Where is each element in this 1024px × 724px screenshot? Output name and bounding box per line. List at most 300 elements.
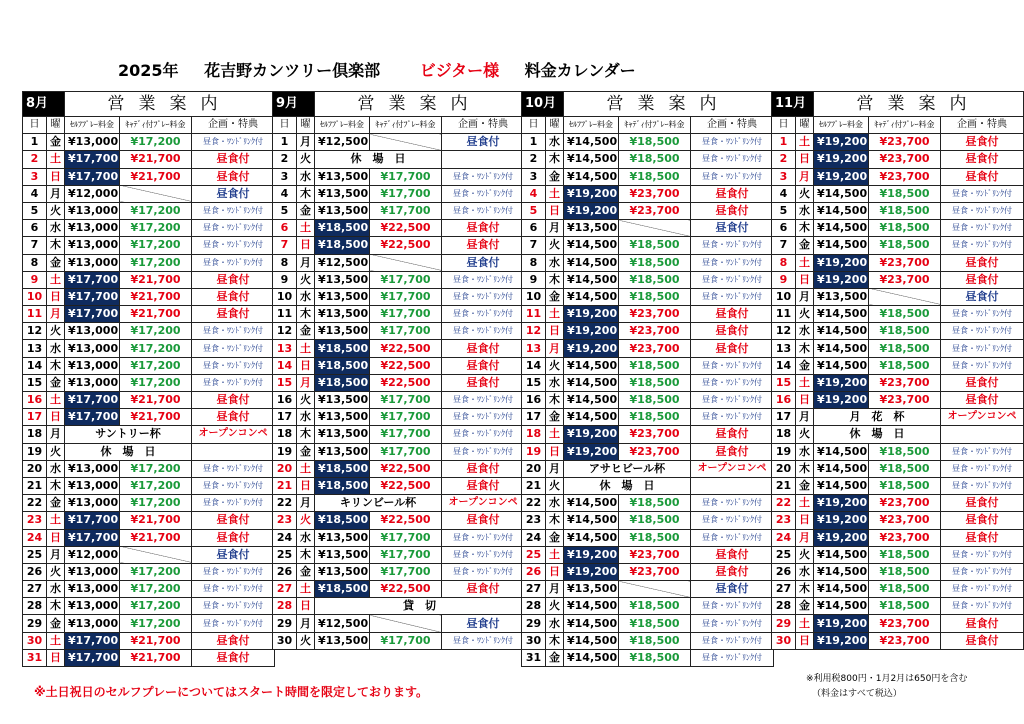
caddie-play-fee: ¥17,200 [120,237,192,254]
extras: 昼食・ﾜﾝﾄﾞﾘﾝｸ付 [941,237,1024,254]
calendar-row [772,306,1024,323]
event-name: 月 花 杯 [814,409,941,426]
caddie-play-fee: ¥21,700 [120,168,192,185]
weekday: 月 [546,581,564,598]
calendar-row [273,563,525,580]
self-play-fee: ¥19,200 [814,168,869,185]
self-play-fee: ¥18,500 [315,237,370,254]
day-number: 31 [522,649,546,666]
calendar-row [23,323,275,340]
extras: 昼食付 [691,185,774,202]
month-table-4 [771,91,1024,650]
day-number: 28 [23,598,47,615]
day-number: 28 [522,598,546,615]
extras: 昼食付 [691,340,774,357]
caddie-play-fee: ¥17,700 [370,288,442,305]
day-number: 13 [772,340,796,357]
calendar-row [522,392,774,409]
weekday: 水 [47,220,65,237]
day-number: 12 [273,323,297,340]
extras: 昼食付 [442,220,525,237]
extras: 昼食・ﾜﾝﾄﾞﾘﾝｸ付 [442,306,525,323]
calendar-row [522,168,774,185]
extras: 昼食付 [442,134,525,151]
caddie-play-fee: ¥23,700 [619,426,691,443]
self-play-fee: ¥19,200 [814,632,869,649]
self-play-fee: ¥19,200 [814,529,869,546]
caddie-play-fee: ¥17,700 [370,529,442,546]
self-play-fee: ¥19,200 [564,185,619,202]
day-number: 18 [23,426,47,443]
day-number: 17 [273,409,297,426]
weekday: 水 [796,563,814,580]
caddie-play-fee: ¥18,500 [869,443,941,460]
day-number: 15 [273,374,297,391]
header-weekday: 曜 [47,117,65,134]
weekday: 金 [297,202,315,219]
weekday: 水 [546,374,564,391]
weekday: 金 [796,598,814,615]
extras [691,477,774,494]
weekday: 水 [546,254,564,271]
calendar-row [522,409,774,426]
caddie-play-fee: ¥21,700 [120,632,192,649]
day-number: 2 [273,151,297,168]
caddie-play-fee: ¥18,500 [619,254,691,271]
day-number: 5 [23,202,47,219]
extras: 昼食付 [192,185,275,202]
self-play-fee: ¥14,500 [564,134,619,151]
day-number: 29 [522,615,546,632]
caddie-play-fee: ¥18,500 [619,529,691,546]
self-play-fee: ¥19,200 [814,495,869,512]
caddie-play-fee: ¥22,500 [370,340,442,357]
weekday: 日 [796,151,814,168]
weekday: 月 [546,220,564,237]
weekday: 日 [546,202,564,219]
calendar-row [522,581,774,598]
caddie-play-fee: ¥22,500 [370,220,442,237]
calendar-row [772,392,1024,409]
day-number: 12 [23,323,47,340]
day-number: 17 [522,409,546,426]
extras: 昼食付 [691,546,774,563]
caddie-play-fee: ¥23,700 [869,134,941,151]
calendar-row [772,529,1024,546]
caddie-play-fee: ¥17,200 [120,220,192,237]
day-number: 21 [23,477,47,494]
caddie-play-fee: ¥23,700 [619,340,691,357]
self-play-fee: ¥12,000 [65,185,120,202]
event-name: 休 場 日 [65,443,192,460]
calendar-row [772,460,1024,477]
self-play-fee: ¥13,500 [315,323,370,340]
caddie-play-fee [370,615,442,632]
caddie-play-fee: ¥21,700 [120,529,192,546]
self-play-fee: ¥14,500 [814,477,869,494]
day-number: 6 [772,220,796,237]
weekday: 金 [546,649,564,666]
day-number: 23 [772,512,796,529]
caddie-play-fee: ¥17,200 [120,495,192,512]
day-number: 19 [23,443,47,460]
extras: 昼食・ﾜﾝﾄﾞﾘﾝｸ付 [941,546,1024,563]
self-play-fee: ¥14,500 [814,185,869,202]
calendar-row [522,254,774,271]
day-number: 2 [772,151,796,168]
calendar-row [522,340,774,357]
day-number: 28 [273,598,297,615]
self-play-fee: ¥17,700 [65,392,120,409]
weekday: 日 [546,443,564,460]
weekday: 土 [546,426,564,443]
weekday: 月 [546,340,564,357]
calendar-row [772,409,1024,426]
extras: 昼食付 [192,288,275,305]
extras: 昼食・ﾜﾝﾄﾞﾘﾝｸ付 [941,220,1024,237]
header-caddie-play-fee: ｷｬﾃﾞｨ付ﾌﾟﾚｰ料金 [120,117,192,134]
extras: 昼食・ﾜﾝﾄﾞﾘﾝｸ付 [691,495,774,512]
day-number: 20 [273,460,297,477]
calendar-row [273,615,525,632]
extras: 昼食付 [691,563,774,580]
calendar-row [23,340,275,357]
weekday: 土 [796,254,814,271]
calendar-row [772,288,1024,305]
day-number: 14 [772,357,796,374]
day-number: 3 [273,168,297,185]
calendar-row [273,185,525,202]
self-play-fee: ¥19,200 [814,374,869,391]
calendar-row [23,288,275,305]
caddie-play-fee: ¥18,500 [619,288,691,305]
extras: 昼食・ﾜﾝﾄﾞﾘﾝｸ付 [442,392,525,409]
caddie-play-fee [370,134,442,151]
extras: 昼食付 [941,392,1024,409]
self-play-fee: ¥13,500 [315,271,370,288]
caddie-play-fee: ¥23,700 [869,151,941,168]
footer-note: ※土日祝日のセルフプレーについてはスタート時間を限定しております。 [34,685,428,699]
weekday: 日 [47,168,65,185]
extras: 昼食・ﾜﾝﾄﾞﾘﾝｸ付 [192,202,275,219]
self-play-fee: ¥14,500 [814,598,869,615]
calendar-row [522,529,774,546]
caddie-play-fee: ¥23,700 [619,323,691,340]
caddie-play-fee: ¥18,500 [619,357,691,374]
day-number: 6 [522,220,546,237]
day-number: 19 [772,443,796,460]
day-number: 20 [23,460,47,477]
extras: 昼食・ﾜﾝﾄﾞﾘﾝｸ付 [691,598,774,615]
weekday: 日 [47,529,65,546]
weekday: 土 [47,151,65,168]
weekday: 木 [546,271,564,288]
day-number: 18 [522,426,546,443]
weekday: 水 [796,323,814,340]
weekday: 火 [47,202,65,219]
self-play-fee: ¥14,500 [564,237,619,254]
self-play-fee: ¥14,500 [814,443,869,460]
caddie-play-fee: ¥17,200 [120,357,192,374]
extras: 昼食・ﾜﾝﾄﾞﾘﾝｸ付 [941,460,1024,477]
weekday: 土 [796,615,814,632]
calendar-row [772,271,1024,288]
weekday: 水 [297,409,315,426]
day-number: 22 [522,495,546,512]
caddie-play-fee: ¥23,700 [619,546,691,563]
weekday: 土 [297,581,315,598]
caddie-play-fee: ¥17,200 [120,134,192,151]
weekday: 土 [297,340,315,357]
self-play-fee: ¥12,500 [315,134,370,151]
weekday: 水 [546,495,564,512]
calendar-row [522,357,774,374]
event-name: アサヒビール杯 [564,460,691,477]
day-number: 10 [23,288,47,305]
calendar-row [522,632,774,649]
extras: 昼食付 [941,288,1024,305]
extras: 昼食・ﾜﾝﾄﾞﾘﾝｸ付 [442,168,525,185]
day-number: 25 [522,546,546,563]
extras: 昼食付 [442,340,525,357]
calendar-row [23,649,275,666]
self-play-fee: ¥13,000 [65,134,120,151]
event-name: サントリー杯 [65,426,192,443]
extras: 昼食付 [192,512,275,529]
title-year: 2025年 [118,61,179,80]
calendar-row [23,495,275,512]
extras: 昼食・ﾜﾝﾄﾞﾘﾝｸ付 [691,409,774,426]
caddie-play-fee: ¥23,700 [869,271,941,288]
calendar-row [772,443,1024,460]
header-extras: 企画・特典 [192,117,275,134]
self-play-fee: ¥12,500 [315,615,370,632]
caddie-play-fee: ¥17,200 [120,254,192,271]
extras: 昼食付 [192,529,275,546]
extras: 昼食・ﾜﾝﾄﾞﾘﾝｸ付 [691,649,774,666]
extras: 昼食付 [442,581,525,598]
extras: 昼食・ﾜﾝﾄﾞﾘﾝｸ付 [192,254,275,271]
self-play-fee: ¥14,500 [564,632,619,649]
title-club: 花吉野カンツリー倶楽部 [204,61,381,80]
calendar-row [772,134,1024,151]
calendar-row [772,563,1024,580]
caddie-play-fee: ¥18,500 [869,220,941,237]
calendar-row [23,185,275,202]
calendar-row [273,546,525,563]
self-play-fee: ¥13,000 [65,237,120,254]
event-name: 貸 切 [315,598,525,615]
self-play-fee: ¥14,500 [564,254,619,271]
calendar-row [522,237,774,254]
self-play-fee: ¥13,000 [65,581,120,598]
day-number: 26 [273,563,297,580]
self-play-fee: ¥13,500 [315,443,370,460]
weekday: 日 [47,288,65,305]
calendar-row [772,512,1024,529]
extras: 昼食・ﾜﾝﾄﾞﾘﾝｸ付 [192,477,275,494]
day-number: 8 [522,254,546,271]
calendar-row [273,477,525,494]
weekday: 金 [47,495,65,512]
caddie-play-fee: ¥18,500 [869,460,941,477]
self-play-fee: ¥13,500 [315,563,370,580]
extras: 昼食・ﾜﾝﾄﾞﾘﾝｸ付 [192,495,275,512]
extras [192,443,275,460]
caddie-play-fee: ¥23,700 [869,529,941,546]
self-play-fee: ¥19,200 [564,426,619,443]
self-play-fee: ¥19,200 [814,615,869,632]
extras: 昼食付 [192,306,275,323]
month-table-1 [22,91,275,667]
self-play-fee: ¥13,000 [65,598,120,615]
calendar-row [273,151,525,168]
day-number: 31 [23,649,47,666]
weekday: 日 [297,598,315,615]
day-number: 26 [522,563,546,580]
extras: 昼食・ﾜﾝﾄﾞﾘﾝｸ付 [691,374,774,391]
day-number: 27 [23,581,47,598]
calendar-row [522,202,774,219]
extras: 昼食・ﾜﾝﾄﾞﾘﾝｸ付 [691,271,774,288]
weekday: 土 [546,185,564,202]
caddie-play-fee: ¥17,200 [120,581,192,598]
calendar-row [522,649,774,666]
caddie-play-fee: ¥18,500 [619,649,691,666]
extras: オープンコンペ [192,426,275,443]
calendar-row [273,374,525,391]
self-play-fee: ¥19,200 [814,271,869,288]
self-play-fee: ¥17,700 [65,168,120,185]
self-play-fee: ¥13,500 [315,168,370,185]
month-label: 10月 [522,92,564,117]
caddie-play-fee: ¥18,500 [619,409,691,426]
business-info-banner: 営業案内 [315,92,525,117]
self-play-fee: ¥13,000 [65,323,120,340]
business-info-banner: 営業案内 [564,92,774,117]
self-play-fee: ¥14,500 [564,512,619,529]
extras: 昼食・ﾜﾝﾄﾞﾘﾝｸ付 [442,271,525,288]
header-day: 日 [522,117,546,134]
calendar-row [273,323,525,340]
weekday: 金 [546,288,564,305]
footer-tax-included: （料金はすべて税込） [812,689,902,699]
day-number: 30 [273,632,297,649]
caddie-play-fee [120,185,192,202]
extras: 昼食・ﾜﾝﾄﾞﾘﾝｸ付 [691,512,774,529]
self-play-fee: ¥13,000 [65,563,120,580]
self-play-fee: ¥13,500 [564,220,619,237]
caddie-play-fee: ¥17,200 [120,598,192,615]
self-play-fee: ¥13,500 [315,202,370,219]
weekday: 金 [796,477,814,494]
page-title [118,58,656,81]
extras: 昼食付 [941,495,1024,512]
self-play-fee: ¥18,500 [315,460,370,477]
weekday: 月 [297,254,315,271]
caddie-play-fee: ¥17,700 [370,563,442,580]
caddie-play-fee: ¥23,700 [619,202,691,219]
weekday: 木 [796,581,814,598]
calendar-row [772,598,1024,615]
self-play-fee: ¥14,500 [564,151,619,168]
calendar-row [772,168,1024,185]
calendar-row [522,563,774,580]
header-weekday: 曜 [796,117,814,134]
day-number: 30 [23,632,47,649]
header-extras: 企画・特典 [941,117,1024,134]
calendar-row [23,220,275,237]
caddie-play-fee: ¥21,700 [120,409,192,426]
event-name: 休 場 日 [814,426,941,443]
calendar-row [23,254,275,271]
extras: 昼食付 [192,649,275,666]
extras: 昼食・ﾜﾝﾄﾞﾘﾝｸ付 [442,409,525,426]
extras: 昼食・ﾜﾝﾄﾞﾘﾝｸ付 [192,581,275,598]
weekday: 月 [796,529,814,546]
extras: 昼食付 [442,357,525,374]
self-play-fee: ¥14,500 [814,546,869,563]
calendar-row [23,512,275,529]
calendar-row [23,598,275,615]
calendar-row [23,409,275,426]
weekday: 木 [796,220,814,237]
weekday: 金 [796,237,814,254]
caddie-play-fee: ¥18,500 [619,151,691,168]
extras: 昼食・ﾜﾝﾄﾞﾘﾝｸ付 [941,202,1024,219]
extras: 昼食付 [691,220,774,237]
extras: 昼食・ﾜﾝﾄﾞﾘﾝｸ付 [192,357,275,374]
calendar-row [23,168,275,185]
caddie-play-fee: ¥22,500 [370,374,442,391]
self-play-fee: ¥19,200 [564,306,619,323]
caddie-play-fee [619,581,691,598]
extras: 昼食・ﾜﾝﾄﾞﾘﾝｸ付 [691,615,774,632]
calendar-row [522,220,774,237]
self-play-fee: ¥17,700 [65,632,120,649]
self-play-fee: ¥19,200 [814,134,869,151]
weekday: 火 [796,546,814,563]
event-name: 休 場 日 [564,477,691,494]
day-number: 17 [772,409,796,426]
weekday: 木 [546,632,564,649]
self-play-fee: ¥14,500 [814,460,869,477]
calendar-row [273,271,525,288]
day-number: 7 [273,237,297,254]
day-number: 4 [273,185,297,202]
self-play-fee: ¥13,000 [65,374,120,391]
weekday: 金 [546,409,564,426]
self-play-fee: ¥19,200 [564,323,619,340]
extras: 昼食付 [941,632,1024,649]
self-play-fee: ¥14,500 [564,392,619,409]
calendar-row [522,512,774,529]
caddie-play-fee [869,288,941,305]
caddie-play-fee: ¥21,700 [120,271,192,288]
month-label: 8月 [23,92,65,117]
caddie-play-fee: ¥23,700 [869,512,941,529]
self-play-fee: ¥13,000 [65,220,120,237]
weekday: 土 [297,460,315,477]
weekday: 水 [796,202,814,219]
header-self-play-fee: ｾﾙﾌﾌﾟﾚｰ料金 [564,117,619,134]
self-play-fee: ¥13,000 [65,357,120,374]
extras: 昼食付 [941,134,1024,151]
caddie-play-fee: ¥18,500 [869,598,941,615]
header-day: 日 [23,117,47,134]
day-number: 9 [772,271,796,288]
caddie-play-fee: ¥17,200 [120,615,192,632]
